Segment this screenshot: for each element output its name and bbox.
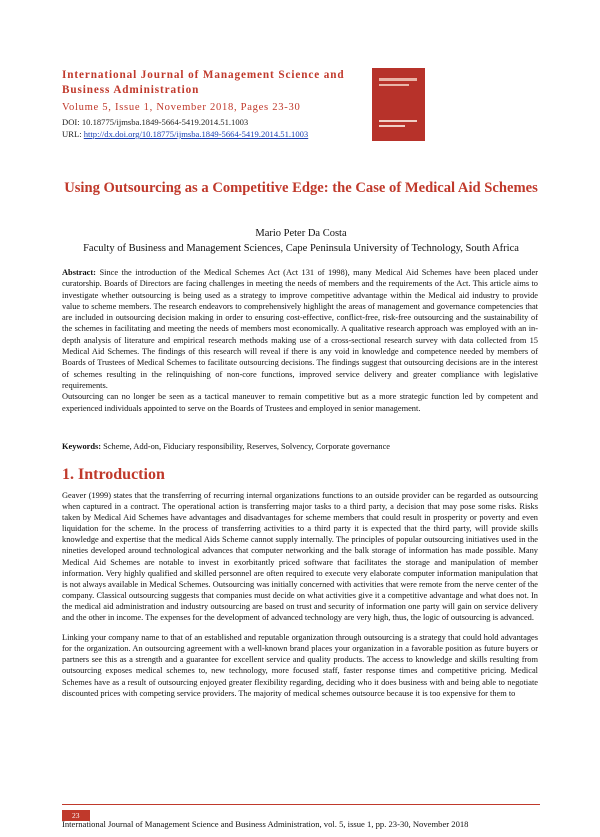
section-heading-introduction: 1. Introduction	[62, 466, 165, 483]
doi-line	[62, 116, 362, 128]
keywords-label: Keywords:	[62, 442, 102, 451]
journal-header	[62, 68, 362, 140]
author-affiliation: Faculty of Business and Management Sciences, Cape Peninsula University of Technology, South Africa	[83, 243, 519, 254]
doi-link[interactable]: http://dx.doi.org/10.18775/ijmsba.1849-5664-5419.2014.51.1003	[83, 129, 309, 139]
journal-title: International Journal of Management Science and Business Administration	[62, 69, 345, 96]
paper-title: Using Outsourcing as a Competitive Edge: the Case of Medical Aid Schemes	[64, 180, 538, 196]
introduction-body	[62, 490, 538, 708]
paragraph: Geaver (1999) states that the transferring of recurring internal organizations functions to an outside provider can be regarded as outsourcing when captured in a contract. The operational action is transferring major tasks to a third party, a decision that may pose some risks. Risks taken by Medical Aid Schemes have advantages and disadvantages for scheme members that could result in prosperity or poverty and even liquidation for the scheme. In the process of transferring activities to a third party it is expected that the third party, will provide skills knowledge and expertise that the medical Aids Scheme cannot supply internally. The principles of popular outsourcing initiatives used in the nineties developed around technological advances that computer networking and the balk storage of information has made possible. Many Medical Aid Schemes are notable to invest in exorbitantly priced software that facilitates the storage and manipulation of member information. Very highly qualified and skilled personnel are often required to execute very elaborate computer information manipulation that is not always available in Medical Schemes. Outsourcing was initially concerned with activities that were remote from the nerve center of the company. Classical outsourcing suggests that companies must decide on what activities give it a competitive advantage and what does not. In the medical aid administration and industry outsourcing are based on trust and security of information one party will gain on service delivery and the other in income. The expenses for the development of advanced technology are very high, thus, the logic of outsourcing is advanced.	[62, 491, 538, 623]
page-number: 23	[62, 810, 90, 821]
paragraph: Linking your company name to that of an established and reputable organization through outsourcing is a strategy that could hold advantages for the organization. An outsourcing agreement with a well-known brand places your organization in a favorable position as future buyers or partners see this as a strength and a guarantee for excellent service and quality products. The access to knowledge and skills resulting from outsourcing exposes medical schemes to, new technology, more focused staff, faster response times and competitive pricing. Medical Schemes have as a result of outsourcing enjoyed greater flexibility regarding, deciding who it does business with and being able to negotiate discounted prices with competing service providers. The majority of medical schemes outsource because it is too expensive for them to	[62, 633, 538, 698]
author-name: Mario Peter Da Costa	[255, 228, 347, 239]
keywords-text: Scheme, Add-on, Fiduciary responsibility, Reserves, Solvency, Corporate governance	[103, 442, 391, 451]
url-label: URL:	[62, 129, 82, 139]
url-line	[62, 128, 362, 140]
abstract-text: Since the introduction of the Medical Schemes Act (Act 131 of 1998), many Medical Aid Schemes have been placed under curatorship. Boards of Directors are facing challenges in meeting the needs of members and the requirements of the Act. This article aims to investigate whether outsourcing is being used as a strategy to improve competitive advantage within the Medical aid industry to provide value to scheme members. The research endeavors to comprehensively highlight the areas of management and governance competencies that are included in outsourcing decision making in order to ensuring cost-effective, conflict-free, risk-free outsourcing and the sustainability of the schemes in facilitating and meeting the needs of members most economically. A qualitative research approach was employed with an in-depth analysis of literature and empirical research methods making use of a cross-sectional research survey with data collected from 15 Medical Aid Schemes. The findings of this research will reveal if there is any void in knowledge and competence needed by members of Boards of Trustees of Medical Schemes to facilitate outsourcing decisions. The findings suggest that outsourcing decisions are in the interest of schemes resulting in the relinquishing of non-core functions, improved service delivery and greater compliance with legislative requirements.	[62, 268, 538, 390]
journal-volume: Volume 5, Issue 1, November 2018, Pages 23-30	[62, 102, 301, 113]
doi-label: DOI:	[62, 117, 80, 127]
abstract	[62, 267, 538, 414]
abstract-label: Abstract:	[62, 268, 96, 277]
journal-cover-image	[372, 68, 425, 141]
keywords	[62, 442, 538, 451]
footer-citation: International Journal of Management Science and Business Administration, vol. 5, issue 1, pp. 23-30, November 2018	[62, 819, 469, 829]
abstract-text-2: Outsourcing can no longer be seen as a tactical maneuver to remain competitive but as a more strategic function led by competent and experienced individuals appointed to serve on the Boards of Trustees and employed in senior management.	[62, 392, 538, 413]
doi-value: 10.18775/ijmsba.1849-5664-5419.2014.51.1003	[81, 117, 249, 127]
